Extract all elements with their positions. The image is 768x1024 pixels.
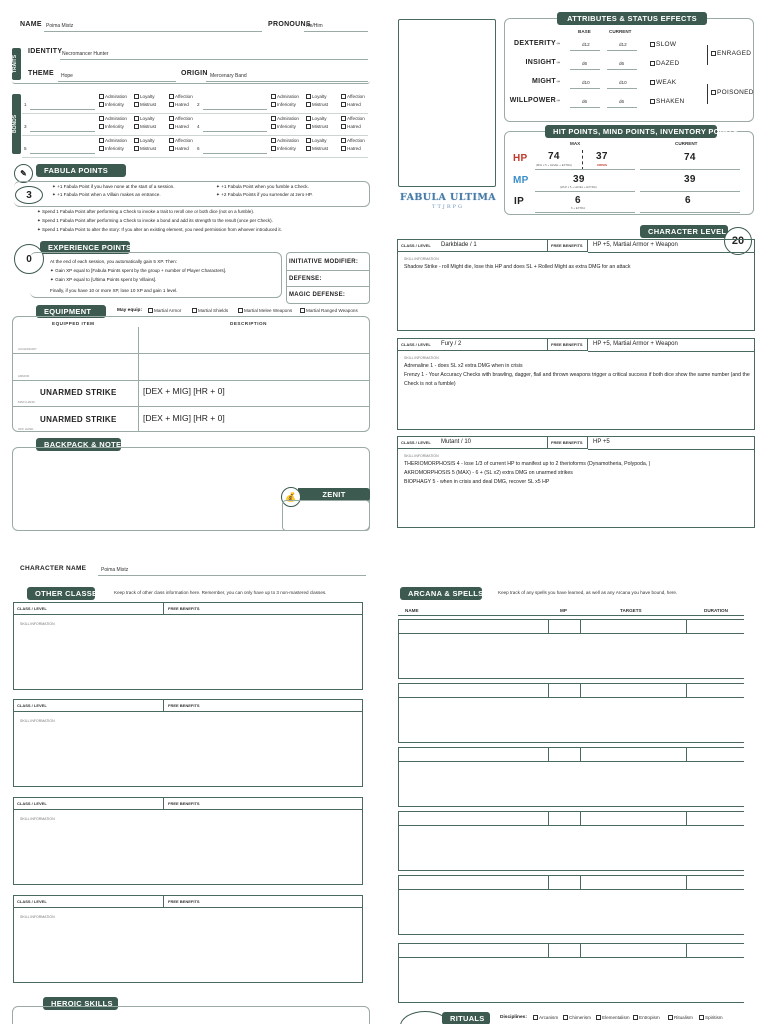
skill-line[interactable]: BIOPHAGY 5 - when in crisis and deal DMG, recover SL x5 HP — [404, 479, 550, 485]
name-label: NAME — [20, 21, 42, 28]
bond-option[interactable]: Admiration — [271, 138, 299, 143]
hp-max[interactable]: 74 — [548, 151, 560, 162]
ip-formula: 6 + EXTRA — [571, 206, 586, 210]
skill-line[interactable]: Shadow Strike - roll Might die, lose this HP and does SL + Rolled Might as extra DMG for an attack — [404, 264, 631, 270]
spell-targets-col: TARGETS — [620, 608, 642, 613]
slot-label: ACCESSORY — [18, 347, 37, 351]
bond-number: 1 — [24, 102, 27, 107]
bond-option[interactable]: Mistrust — [306, 146, 328, 151]
free-benefits-label: FREE BENEFITS — [551, 440, 583, 445]
arrow-icon: ↠ — [556, 98, 561, 104]
experience-title: EXPERIENCE POINTS — [40, 241, 130, 254]
bond-option[interactable]: Hatred — [169, 124, 189, 129]
bond-option[interactable]: Admiration — [99, 138, 127, 143]
bond-number: 6 — [197, 146, 200, 151]
poisoned-status[interactable]: POISONED — [711, 89, 754, 96]
bond-option[interactable]: Loyalty — [134, 138, 155, 143]
discipline-option[interactable]: Spiritism — [699, 1015, 723, 1020]
bond-number: 3 — [24, 124, 27, 129]
theme-label: THEME — [28, 70, 54, 77]
equipped-item[interactable]: UNARMED STRIKE — [40, 414, 117, 424]
slot-label: MAIN HAND — [18, 400, 35, 404]
equip-option[interactable]: Martial Shields — [192, 308, 228, 313]
other-class-block[interactable] — [13, 699, 363, 787]
fabula-spend-1: ✦ Spend 1 Fabula Point after performing a Check to invoke a trait to reroll one or both dice (not on a fumble). — [37, 209, 255, 214]
free-benefits-label: FREE BENEFITS — [551, 243, 583, 248]
hp-formula: (MIG x 5 + LEVEL + EXTRA) — [536, 163, 572, 167]
bond-option[interactable]: Inferiority — [271, 124, 296, 129]
fabula-spend-2: ✦ Spend 1 Fabula Point after performing a Check to invoke a bond and add its strength to the result (once per Check). — [37, 218, 273, 223]
mp-label: MP — [513, 175, 529, 186]
name-value[interactable]: Poima Mistz — [46, 23, 74, 29]
discipline-option[interactable]: Elementalism — [596, 1015, 630, 1020]
fabula-gain-3: ✦ +1 Fabula Point when you fumble a Check. — [216, 184, 309, 189]
arcana-title: ARCANA & SPELLS — [400, 587, 482, 600]
other-free-benefits-label: FREE BENEFITS — [168, 703, 200, 708]
equip-option[interactable]: Martial Ranged Weapons — [300, 308, 358, 313]
other-class-level-label: CLASS / LEVEL — [17, 703, 47, 708]
rituals-title: RITUALS — [442, 1012, 490, 1024]
bond-option[interactable]: Inferiority — [271, 102, 296, 107]
char-name-label: CHARACTER NAME — [20, 565, 87, 572]
class-level-label: CLASS / LEVEL — [401, 440, 431, 445]
bond-option[interactable]: Mistrust — [306, 124, 328, 129]
other-classes-title: OTHER CLASSES — [27, 587, 95, 600]
mp-max[interactable]: 39 — [573, 174, 585, 185]
attribute-current[interactable]: d12 — [619, 42, 627, 47]
other-class-block[interactable] — [13, 895, 363, 983]
equip-option[interactable]: Martial Armor — [148, 308, 181, 313]
bond-number: 4 — [197, 124, 200, 129]
equipped-description[interactable]: [DEX + MIG] [HR + 0] — [143, 386, 225, 396]
equip-option[interactable]: Martial Melee Weapons — [238, 308, 292, 313]
status-effect[interactable]: SHAKEN — [650, 98, 685, 105]
equipped-description[interactable]: [DEX + MIG] [HR + 0] — [143, 412, 225, 423]
class-level-value[interactable]: Mutant / 10 — [441, 439, 472, 445]
other-skill-info-label: SKILL INFORMATION — [20, 915, 55, 919]
identity-label: IDENTITY — [28, 48, 63, 55]
bond-option[interactable]: Affection — [341, 116, 365, 121]
bond-option[interactable]: Hatred — [341, 102, 361, 107]
current-label: CURRENT — [609, 29, 632, 34]
origin-label: ORIGIN — [181, 70, 208, 77]
other-skill-info-label: SKILL INFORMATION — [20, 719, 55, 723]
slot-label: ARMOR — [18, 373, 30, 378]
ip-current[interactable]: 6 — [685, 195, 691, 206]
other-skill-info-label: SKILL INFORMATION — [20, 817, 55, 821]
bond-option[interactable]: Affection — [169, 94, 193, 99]
bond-option[interactable]: Hatred — [169, 102, 189, 107]
attribute-current[interactable]: d6 — [619, 61, 625, 66]
fabula-spend-3: ✦ Spend 1 Fabula Point to alter the story: If you alter an existing element, you need permission from whoever introduced it. — [37, 227, 282, 232]
attributes-title: ATTRIBUTES & STATUS EFFECTS — [557, 12, 707, 25]
disciplines-label: Disciplines: — [500, 1015, 527, 1020]
skill-info-label: SKILL INFORMATION — [404, 356, 439, 360]
attribute-name: DEXTERITY — [514, 40, 556, 47]
identity-value[interactable]: Necromancer Hunter — [62, 51, 109, 57]
status-effect[interactable]: SLOW — [650, 41, 676, 48]
money-bag-icon: 💰 — [281, 487, 301, 507]
initiative-label: INITIATIVE MODIFIER: — [289, 259, 359, 265]
bond-option[interactable]: Admiration — [99, 94, 127, 99]
character-level-value[interactable]: 20 — [724, 227, 752, 255]
bond-option[interactable]: Inferiority — [99, 102, 124, 107]
spell-duration-col: DURATION — [704, 608, 728, 613]
bond-option[interactable]: Affection — [341, 94, 365, 99]
other-class-level-label: CLASS / LEVEL — [17, 606, 47, 611]
skill-line[interactable]: Adrenaline 1 - does SL x2 extra DMG when in crisis — [404, 363, 523, 369]
hp-label: HP — [513, 153, 528, 164]
fabula-gain-4: ✦ +2 Fabula Points if you surrender at zero HP. — [216, 192, 313, 197]
traits-tab: TRAITS — [12, 48, 21, 80]
other-free-benefits-label: FREE BENEFITS — [168, 801, 200, 806]
spell-mp-col: MP — [560, 608, 567, 613]
bond-option[interactable]: Mistrust — [134, 146, 156, 151]
class-level-value[interactable]: Fury / 2 — [441, 341, 462, 347]
ip-max[interactable]: 6 — [575, 195, 581, 206]
bond-option[interactable]: Inferiority — [99, 146, 124, 151]
equipped-item-col: EQUIPPED ITEM — [52, 321, 95, 326]
discipline-option[interactable]: Chimerism — [563, 1015, 591, 1020]
bond-option[interactable]: Hatred — [341, 146, 361, 151]
defense-label: DEFENSE: — [289, 276, 322, 282]
arrow-icon: ↠ — [556, 79, 561, 85]
portrait-frame[interactable] — [398, 19, 496, 187]
base-label: BASE — [578, 29, 591, 34]
bond-option[interactable]: Loyalty — [306, 138, 327, 143]
bond-option[interactable]: Mistrust — [134, 102, 156, 107]
ip-label: IP — [514, 196, 525, 207]
quill-icon: ✎ — [14, 164, 33, 183]
xp-line-4: Finally, if you have 10 or more XP, lose 10 XP and gain 1 level. — [50, 288, 178, 293]
skill-line[interactable]: Frenzy 1 - Your Accuracy Checks with brawling, dagger, flail and thrown weapons trigger a critical success if both dice show the same number (and the Check is not a fumble) — [404, 372, 750, 387]
zenit-field[interactable] — [282, 500, 370, 531]
pronouns-value[interactable]: He/Him — [306, 23, 323, 29]
spell-name-col: NAME — [405, 608, 419, 613]
free-benefits-value[interactable]: HP +5 — [593, 439, 610, 445]
bond-option[interactable]: Loyalty — [134, 116, 155, 121]
fabula-value[interactable]: 3 — [15, 186, 43, 204]
char-name-value[interactable]: Poima Mistz — [101, 567, 129, 573]
bond-option[interactable]: Mistrust — [306, 102, 328, 107]
attribute-current[interactable]: d10 — [619, 80, 627, 85]
free-benefits-value[interactable]: HP +5, Martial Armor + Weapon — [593, 242, 678, 248]
attribute-current[interactable]: d6 — [619, 99, 625, 104]
other-class-block[interactable] — [13, 602, 363, 690]
class-level-value[interactable]: Darkblade / 1 — [441, 242, 477, 248]
free-benefits-value[interactable]: HP +5, Martial Armor + Weapon — [593, 341, 678, 347]
bond-option[interactable]: Loyalty — [306, 116, 327, 121]
status-effect[interactable]: WEAK — [650, 79, 676, 86]
class-level-label: CLASS / LEVEL — [401, 243, 431, 248]
bond-option[interactable]: Inferiority — [271, 146, 296, 151]
skill-info-label: SKILL INFORMATION — [404, 454, 439, 458]
other-free-benefits-label: FREE BENEFITS — [168, 606, 200, 611]
attribute-name: WILLPOWER — [509, 97, 556, 104]
crisis-label: CRISIS — [597, 163, 608, 167]
mp-current[interactable]: 39 — [684, 174, 696, 185]
bond-number: 5 — [24, 146, 27, 151]
attribute-base[interactable]: d6 — [582, 99, 588, 104]
bond-option[interactable]: Loyalty — [306, 94, 327, 99]
fabula-gain-1: ✦ +1 Fabula Point if you have none at the start of a session. — [52, 184, 175, 189]
xp-line-2: ✦ Gain XP equal to [Fabula Points spent by the group + number of Player Characters]. — [50, 268, 227, 273]
other-skill-info-label: SKILL INFORMATION — [20, 622, 55, 626]
heroic-skills-title: HEROIC SKILLS — [43, 997, 118, 1010]
bond-option[interactable]: Hatred — [341, 124, 361, 129]
discipline-option[interactable]: Ritualism — [668, 1015, 693, 1020]
attribute-name: INSIGHT — [525, 59, 556, 66]
bond-option[interactable]: Admiration — [99, 116, 127, 121]
bond-option[interactable]: Affection — [169, 138, 193, 143]
discipline-option[interactable]: Arcanism — [533, 1015, 558, 1020]
bond-number: 2 — [197, 102, 200, 107]
points-max-label: MAX — [570, 141, 581, 146]
fabula-gain-2: ✦ +1 Fabula Point when a Villain makes an entrance. — [52, 192, 161, 197]
bond-option[interactable]: Loyalty — [134, 94, 155, 99]
free-benefits-label: FREE BENEFITS — [551, 342, 583, 347]
other-class-block[interactable] — [13, 797, 363, 885]
bond-option[interactable]: Inferiority — [99, 124, 124, 129]
skill-line[interactable]: AKROMORPHOSIS 5 (MAX) - 6 + (SL x2) extra DMG on unarmed strikes — [404, 470, 573, 476]
bond-option[interactable]: Affection — [341, 138, 365, 143]
pronouns-label: PRONOUNS — [268, 21, 311, 28]
class-level-label: CLASS / LEVEL — [401, 342, 431, 347]
hp-current[interactable]: 74 — [684, 152, 696, 163]
skill-info-label: SKILL INFORMATION — [404, 257, 439, 261]
origin-value[interactable]: Mercenary Band — [210, 73, 247, 79]
xp-value[interactable]: 0 — [14, 244, 44, 274]
description-col: DESCRIPTION — [230, 321, 267, 326]
enraged-status[interactable]: ENRAGED — [711, 50, 751, 57]
hp-crisis[interactable]: 37 — [596, 151, 608, 162]
bond-option[interactable]: Admiration — [271, 116, 299, 121]
heroic-skills-area[interactable] — [12, 1006, 370, 1024]
discipline-option[interactable]: Entropism — [633, 1015, 660, 1020]
bond-option[interactable]: Mistrust — [134, 124, 156, 129]
equipped-item[interactable]: UNARMED STRIKE — [40, 388, 117, 397]
attribute-base[interactable]: d10 — [582, 80, 590, 85]
other-classes-note: Keep track of other class information here. Remember, you can only have up to 3 non-mastered classes. — [114, 590, 327, 595]
bond-option[interactable]: Admiration — [271, 94, 299, 99]
points-title: HIT POINTS, MIND POINTS, INVENTORY POINTS — [545, 125, 717, 138]
other-class-level-label: CLASS / LEVEL — [17, 899, 47, 904]
slot-label: OFF HAND — [18, 426, 34, 431]
bond-option[interactable]: Hatred — [169, 146, 189, 151]
fabula-title: FABULA POINTS — [36, 164, 126, 177]
xp-line-3: ✦ Gain XP equal to [Ultima Points spent by Villains]. — [50, 277, 157, 282]
may-equip-label: May equip: — [117, 308, 143, 313]
arcana-note: Keep track of any spells you have learned, as well as any Arcana you have bound, here. — [498, 590, 678, 595]
attribute-name: MIGHT — [531, 78, 556, 85]
fabula-ultima-logo: FABULA ULTIMA TTJRPG — [399, 192, 497, 210]
points-current-label: CURRENT — [675, 141, 698, 146]
attribute-base[interactable]: d12 — [582, 42, 590, 47]
attribute-base[interactable]: d6 — [582, 61, 588, 66]
character-level-title: CHARACTER LEVEL — [640, 225, 728, 238]
skill-line[interactable]: THERIOMORPHOSIS 4 - lose 1/3 of current HP to manifest up to 2 therioforms (Dynamotheria, Polypoda, ) — [404, 461, 651, 467]
theme-value[interactable]: Hope — [61, 73, 73, 79]
status-effect[interactable]: DAZED — [650, 60, 680, 67]
magic-defense-label: MAGIC DEFENSE: — [289, 292, 346, 298]
other-free-benefits-label: FREE BENEFITS — [168, 899, 200, 904]
bond-option[interactable]: Affection — [169, 116, 193, 121]
arrow-icon: ↠ — [556, 60, 561, 66]
arrow-icon: ↠ — [556, 41, 561, 47]
mp-formula: (WLP x 5 + LEVEL + EXTRA) — [560, 185, 597, 189]
other-class-level-label: CLASS / LEVEL — [17, 801, 47, 806]
xp-line-1: At the end of each session, you automatically gain 5 XP. Then: — [50, 259, 178, 264]
equipment-title: EQUIPMENT — [36, 305, 106, 318]
backpack-title: BACKPACK & NOTES — [36, 438, 121, 451]
bonds-tab: BONDS — [12, 94, 21, 154]
zenit-title: ZENIT — [298, 488, 370, 501]
